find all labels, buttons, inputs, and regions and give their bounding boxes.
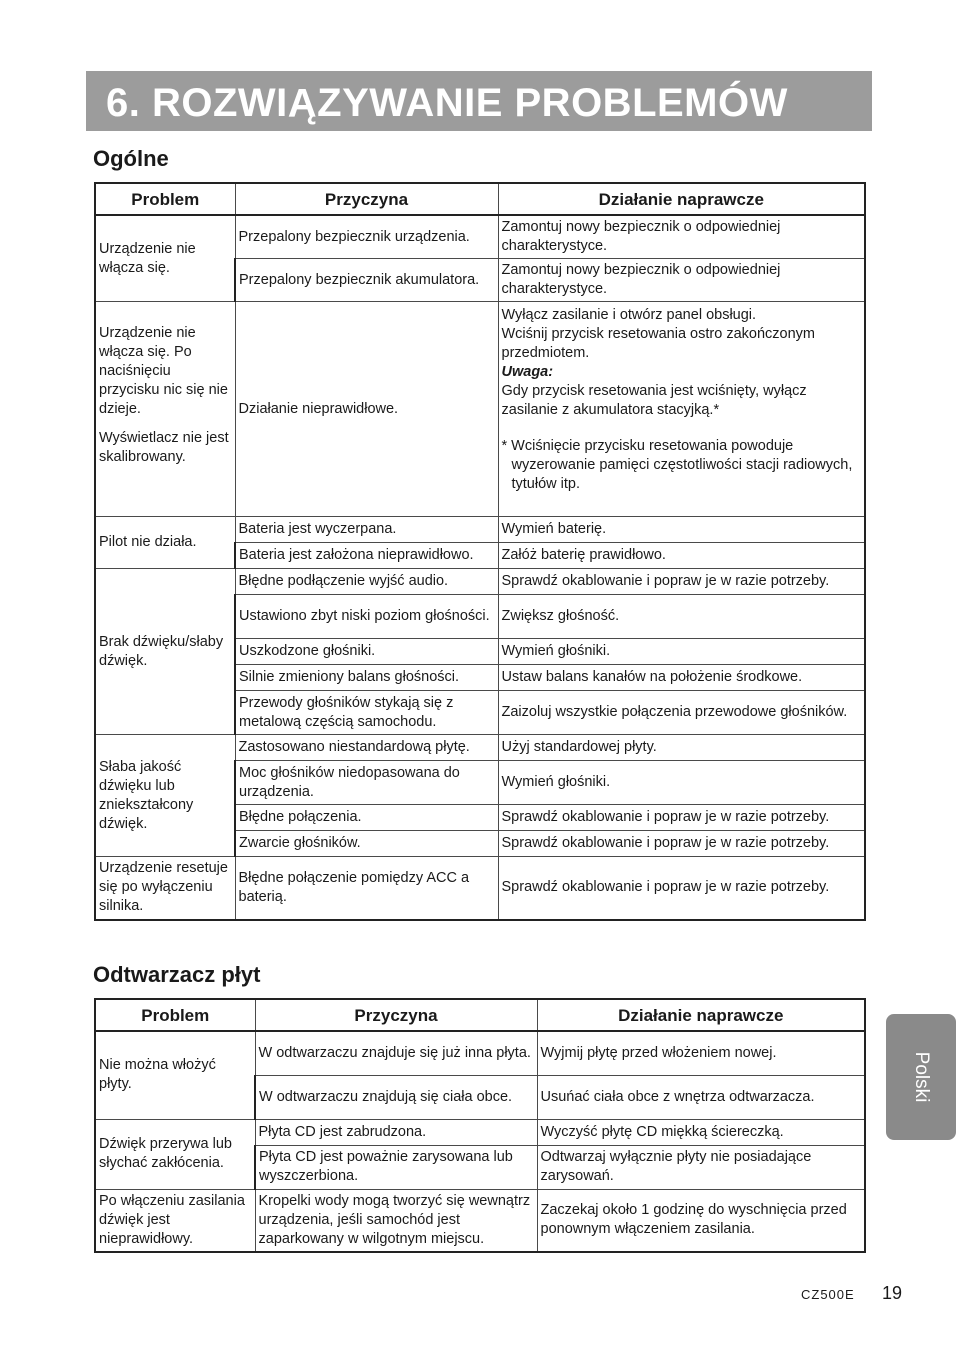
problem-cell: Brak dźwięku/słaby dźwięk.	[95, 569, 235, 735]
cause-cell: Błędne podłączenie wyjść audio.	[235, 569, 498, 595]
action-cell: Wymień głośniki.	[498, 761, 865, 805]
problem-cell: Pilot nie działa.	[95, 517, 235, 569]
header-action: Działanie naprawcze	[537, 999, 865, 1031]
cause-cell: Błędne połączenia.	[235, 805, 498, 831]
problem-cell: Wyświetlacz nie jest skalibrowany.	[95, 427, 235, 517]
model-name: CZ500E	[801, 1287, 855, 1302]
cause-cell: Uszkodzone głośniki.	[235, 639, 498, 665]
action-cell: Zamontuj nowy bezpiecznik o odpowiedniej charakterystyce.	[498, 215, 865, 259]
action-cell	[498, 427, 865, 517]
cause-cell: Kropelki wody mogą tworzyć się wewnątrz urządzenia, jeśli samochód jest zaparkowany w wilgotnym miejscu.	[255, 1189, 537, 1252]
problem-cell: Słaba jakość dźwięku lub zniekształcony dźwięk.	[95, 735, 235, 857]
table-row	[95, 735, 865, 761]
problem-cell: Urządzenie resetuje się po wyłączeniu silnika.	[95, 857, 235, 920]
language-tab-label: Polski	[911, 1051, 932, 1103]
problem-cell: Urządzenie nie włącza się.	[95, 215, 235, 302]
table-row	[95, 1031, 865, 1075]
cause-cell: Błędne połączenie pomiędzy ACC a baterią.	[235, 857, 498, 920]
table-row	[95, 1119, 865, 1145]
action-cell: Wyjmij płytę przed włożeniem nowej.	[537, 1031, 865, 1075]
table-row	[95, 857, 865, 920]
header-cause: Przyczyna	[235, 183, 498, 215]
action-cell: Zaczekaj około 1 godzinę do wyschnięcia przed ponownym włączeniem zasilania.	[537, 1189, 865, 1252]
page-number: 19	[882, 1283, 903, 1303]
cause-cell: W odtwarzaczu znajdują się ciała obce.	[255, 1075, 537, 1119]
action-cell: Wymień baterię.	[498, 517, 865, 543]
table-row	[95, 302, 865, 427]
cause-cell: Zastosowano niestandardową płytę.	[235, 735, 498, 761]
cause-cell: Silnie zmieniony balans głośności.	[235, 665, 498, 691]
table-row	[95, 427, 865, 517]
table-row	[95, 517, 865, 543]
cause-cell: Przepalony bezpiecznik akumulatora.	[235, 259, 498, 302]
header-action: Działanie naprawcze	[498, 183, 865, 215]
action-cell: Zaizoluj wszystkie połączenia przewodowe głośników.	[498, 691, 865, 735]
action-cell	[498, 302, 865, 427]
note-text: Gdy przycisk resetowania jest wciśnięty, wyłącz zasilanie z akumulatora stacyjką.*	[501, 383, 807, 418]
action-cell: Sprawdź okablowanie i popraw je w razie potrzeby.	[498, 831, 865, 857]
header-cause: Przyczyna	[255, 999, 537, 1031]
action-cell: Sprawdź okablowanie i popraw je w razie potrzeby.	[498, 569, 865, 595]
cause-cell: Bateria jest założona nieprawidłowo.	[235, 543, 498, 569]
chapter-title: 6. ROZWIĄZYWANIE PROBLEMÓW	[86, 71, 872, 131]
cause-cell: Zwarcie głośników.	[235, 831, 498, 857]
action-cell: Zwiększ głośność.	[498, 595, 865, 639]
action-cell: Odtwarzaj wyłącznie płyty nie posiadające zarysowań.	[537, 1145, 865, 1189]
action-cell: Sprawdź okablowanie i popraw je w razie potrzeby.	[498, 805, 865, 831]
action-cell: Usuńać ciała obce z wnętrza odtwarzacza.	[537, 1075, 865, 1119]
table-row	[95, 569, 865, 595]
action-cell: Załóż baterię prawidłowo.	[498, 543, 865, 569]
cause-cell	[235, 427, 498, 517]
action-step: Wyłącz zasilanie i otwórz panel obsługi.	[501, 307, 757, 323]
cause-cell: Przewody głośników stykają się z metalową częścią samochodu.	[235, 691, 498, 735]
problem-cell: Urządzenie nie włącza się. Po naciśnięciu przycisku nic się nie dzieje.	[95, 302, 235, 427]
action-cell: Użyj standardowej płyty.	[498, 735, 865, 761]
table-row	[95, 1189, 865, 1252]
action-cell: Wyczyść płytę CD miękką ściereczką.	[537, 1119, 865, 1145]
cause-cell: Płyta CD jest zabrudzona.	[255, 1119, 537, 1145]
cause-cell: Działanie nieprawidłowe.	[235, 302, 498, 427]
cause-cell: Płyta CD jest poważnie zarysowana lub wyszczerbiona.	[255, 1145, 537, 1189]
action-cell: Sprawdź okablowanie i popraw je w razie potrzeby.	[498, 857, 865, 920]
cause-cell: Przepalony bezpiecznik urządzenia.	[235, 215, 498, 259]
header-problem: Problem	[95, 999, 255, 1031]
footnote: * Wciśnięcie przycisku resetowania powoduje wyzerowanie pamięci częstotliwości stacji radiowych, tytułów itp.	[501, 437, 853, 492]
problem-cell: Po włączeniu zasilania dźwięk jest nieprawidłowy.	[95, 1189, 255, 1252]
action-cell: Ustaw balans kanałów na położenie środkowe.	[498, 665, 865, 691]
problem-cell: Nie można włożyć płyty.	[95, 1031, 255, 1119]
disc-troubleshooting-table	[94, 998, 866, 1253]
general-troubleshooting-table	[94, 182, 866, 921]
problem-cell: Dźwięk przerywa lub słychać zakłócenia.	[95, 1119, 255, 1189]
section-title-disc: Odtwarzacz płyt	[93, 962, 261, 987]
header-problem: Problem	[95, 183, 235, 215]
action-cell: Wymień głośniki.	[498, 639, 865, 665]
cause-cell: Ustawiono zbyt niski poziom głośności.	[235, 595, 498, 639]
note-label: Uwaga:	[501, 364, 554, 380]
section-title-general: Ogólne	[93, 146, 169, 171]
language-tab	[886, 1014, 956, 1140]
action-cell: Zamontuj nowy bezpiecznik o odpowiedniej charakterystyce.	[498, 259, 865, 302]
cause-cell: W odtwarzaczu znajduje się już inna płyta.	[255, 1031, 537, 1075]
action-step: Wciśnij przycisk resetowania ostro zakończonym przedmiotem.	[501, 326, 815, 361]
cause-cell: Bateria jest wyczerpana.	[235, 517, 498, 543]
cause-cell: Moc głośników niedopasowana do urządzenia.	[235, 761, 498, 805]
table-row	[95, 215, 865, 259]
